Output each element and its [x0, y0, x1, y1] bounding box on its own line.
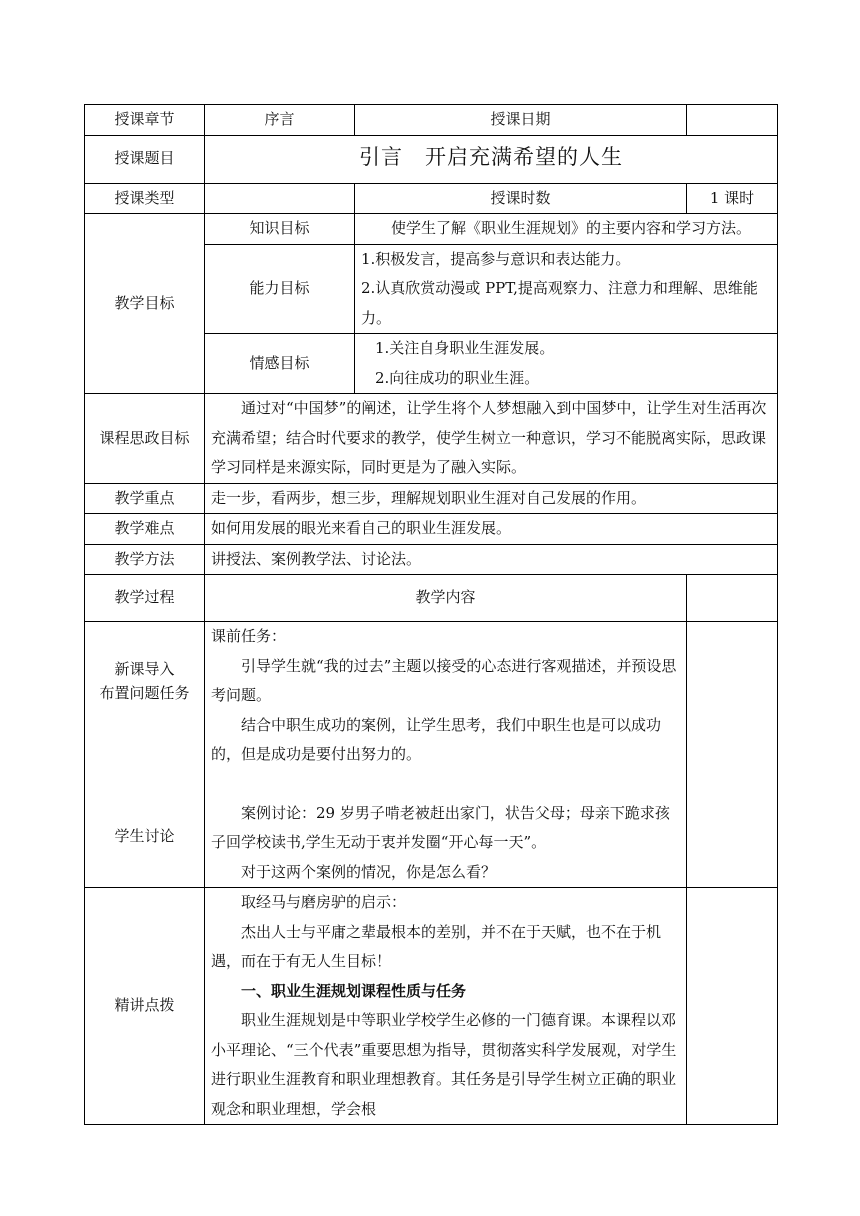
date-value	[687, 105, 778, 136]
type-label: 授课类型	[85, 183, 205, 214]
row-chapter	[85, 105, 778, 136]
topic-value	[205, 135, 778, 183]
row-process-header	[85, 575, 778, 622]
difficulty-text: 如何用发展的眼光来看自己的职业生涯发展。	[205, 514, 778, 545]
section1-task-p2: 结合中职生成功的案例，让学生思考，我们中职生也是可以成功的，但是成功是要付出努力的。	[211, 715, 662, 763]
row-section-2	[85, 888, 778, 1125]
topic-label: 授课题目	[85, 135, 205, 183]
process-header-left: 教学过程	[85, 575, 205, 622]
row-key-points	[85, 483, 778, 514]
section2-label: 精讲点拨	[85, 888, 205, 1125]
chapter-label: 授课章节	[85, 105, 205, 136]
row-ideology	[85, 394, 778, 484]
date-label: 授课日期	[355, 105, 687, 136]
objectives-label: 教学目标	[85, 214, 205, 394]
chapter-value: 序言	[205, 105, 355, 136]
section2-p3: 职业生涯规划是中等职业学校学生必修的一门德育课。本课程以邓小平理论、“三个代表”重要思想为指导，贯彻落实科学发展观，对学生进行职业生涯教育和职业理想教育。其任务是引导学生树立正确的职业观念和职业理想，学会根	[211, 1011, 677, 1118]
section2-notes	[687, 888, 778, 1125]
process-header-right: 教学内容	[205, 575, 687, 622]
key-points-label: 教学重点	[85, 483, 205, 514]
section2-p2: 杰出人士与平庸之辈最根本的差别，并不在于天赋，也不在于机遇，而在于有无人生目标！	[211, 922, 662, 970]
row-section-1	[85, 622, 778, 888]
section2-p1: 取经马与磨房驴的启示：	[241, 893, 407, 911]
section1-task-p1: 引导学生就“我的过去”主题以接受的心态进行客观描述，并预设思考问题。	[211, 656, 677, 704]
section1-notes	[687, 622, 778, 888]
section2-heading: 一、职业生涯规划课程性质与任务	[241, 981, 467, 1000]
type-value	[205, 183, 355, 214]
row-type	[85, 183, 778, 214]
ability-item-2: 2.认真欣赏动漫或 PPT,提高观察力、注意力和理解、思维能力。	[361, 279, 758, 327]
emotion-text	[355, 334, 778, 394]
section1-case-p1: 案例讨论：29 岁男子啃老被赶出家门，状告父母；母亲下跪求孩子回学校读书,学生无动于衷并发圈“开心每一天”。	[211, 803, 670, 851]
topic-title: 引言 开启充满希望的人生	[359, 145, 623, 170]
ideology-text: 通过对“中国梦”的阐述，让学生将个人梦想融入到中国梦中，让学生对生活再次充满希望；结合时代要求的教学，使学生树立一种意识，学习不能脱离实际，思政课学习同样是来源实际，同时更是为了融入实际。	[205, 394, 778, 484]
section1-case-p2: 对于这两个案例的情况，你是怎么看？	[241, 862, 497, 881]
key-points-text: 走一步，看两步，想三步，理解规划职业生涯对自己发展的作用。	[205, 483, 778, 514]
section2-content	[205, 888, 687, 1125]
section1-label-cell	[85, 622, 205, 888]
row-methods	[85, 544, 778, 575]
section1-label-bottom: 学生讨论	[114, 827, 175, 845]
section1-label-top-1: 新课导入	[114, 660, 175, 678]
hours-label: 授课时数	[355, 183, 687, 214]
process-header-extra	[687, 575, 778, 622]
methods-text: 讲授法、案例教学法、讨论法。	[205, 544, 778, 575]
section1-task-title: 课前任务：	[211, 627, 287, 645]
emotion-item-2: 2.向往成功的职业生涯。	[375, 368, 540, 387]
row-topic	[85, 135, 778, 183]
ability-text	[355, 244, 778, 334]
difficulty-label: 教学难点	[85, 514, 205, 545]
ability-label: 能力目标	[205, 244, 355, 334]
section1-label-top-2: 布置问题任务	[99, 684, 190, 702]
ideology-label: 课程思政目标	[85, 394, 205, 484]
hours-value: 1 课时	[687, 183, 778, 214]
emotion-item-1: 1.关注自身职业生涯发展。	[375, 339, 555, 357]
row-difficulty	[85, 514, 778, 545]
section1-spacer	[211, 770, 680, 799]
knowledge-text: 使学生了解《职业生涯规划》的主要内容和学习方法。	[355, 214, 778, 245]
emotion-label: 情感目标	[205, 334, 355, 394]
row-knowledge	[85, 214, 778, 245]
ability-item-1: 1.积极发言，提高参与意识和表达能力。	[361, 249, 631, 268]
knowledge-label: 知识目标	[205, 214, 355, 245]
methods-label: 教学方法	[85, 544, 205, 575]
section1-content	[205, 622, 687, 888]
lesson-plan-table	[84, 104, 778, 1125]
